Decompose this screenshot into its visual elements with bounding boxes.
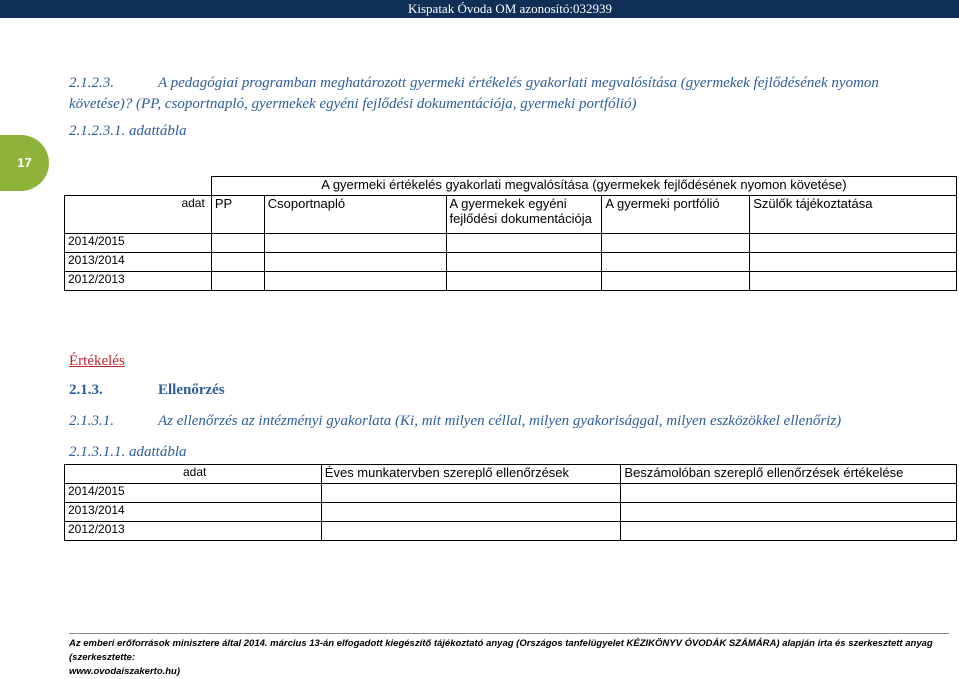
table-cell	[446, 272, 602, 291]
table-row	[65, 503, 957, 522]
section2-subheading	[69, 413, 841, 430]
table2-col-beszamolo: Beszámolóban szereplő ellenőrzések értékelése	[621, 465, 957, 484]
table-cell	[211, 272, 264, 291]
table1-col-csoportnaplo: Csoportnapló	[264, 196, 446, 234]
section2-number: 2.1.3.	[69, 382, 103, 398]
table-cell	[621, 503, 957, 522]
table-cell	[264, 234, 446, 253]
section2-heading	[69, 382, 225, 399]
section2-title: Ellenőrzés	[158, 382, 225, 398]
table1	[64, 176, 957, 291]
section1-number: 2.1.2.3.	[69, 75, 114, 91]
table1-label: 2.1.2.3.1. adattábla	[69, 123, 187, 139]
table-row	[65, 522, 957, 541]
table1-col-szulok: Szülők tájékoztatása	[750, 196, 957, 234]
table-cell	[211, 234, 264, 253]
table2-row-label: 2013/2014	[65, 503, 322, 522]
table1-group-header: A gyermeki értékelés gyakorlati megvalósítása (gyermekek fejlődésének nyomon követése)	[211, 177, 956, 196]
table-cell	[750, 253, 957, 272]
table-cell	[602, 253, 750, 272]
table-cell	[321, 484, 621, 503]
table2-row-label: 2012/2013	[65, 522, 322, 541]
table1-col-pp: PP	[211, 196, 264, 234]
footer-line2: www.ovodaiszakerto.hu)	[69, 666, 181, 677]
footer-line1: Az emberi erőforrások minisztere által 2014. március 13-án elfogadott kiegészítő tájékoztató anyag (Országos tanfelügyelet KÉZIKÖNYV ÓVODÁK SZÁMÁRA) alapján írta és szerkesztett anyag (szerkesztette:	[69, 638, 933, 663]
table-cell	[621, 522, 957, 541]
table-cell	[321, 522, 621, 541]
page-header	[0, 0, 959, 18]
table-cell	[621, 484, 957, 503]
table1-col-egyeni: A gyermekek egyéni fejlődési dokumentációja	[446, 196, 602, 234]
table1-corner	[65, 177, 212, 196]
table2-row-label: 2014/2015	[65, 484, 322, 503]
table-cell	[446, 234, 602, 253]
table1-row-label: 2013/2014	[65, 253, 212, 272]
table-row	[65, 253, 957, 272]
table-cell	[321, 503, 621, 522]
table1-row-label: 2012/2013	[65, 272, 212, 291]
table2-label: 2.1.3.1.1. adattábla	[69, 444, 187, 460]
table2	[64, 464, 957, 541]
table2-col-eves: Éves munkatervben szereplő ellenőrzések	[321, 465, 621, 484]
table-cell	[750, 234, 957, 253]
ertekeles-link[interactable]: Értékelés	[69, 353, 125, 369]
section1-heading	[69, 73, 949, 115]
table-cell	[750, 272, 957, 291]
page-footer	[69, 637, 949, 679]
table-cell	[264, 272, 446, 291]
footer-rule	[69, 633, 949, 634]
header-title: Kispatak Óvoda OM azonosító:032939	[407, 1, 612, 16]
section2-sub-number: 2.1.3.1.	[69, 413, 114, 429]
section1-title-line2: követése)? (PP, csoportnapló, gyermekek egyéni fejlődési dokumentációja, gyermeki portfólió)	[69, 96, 637, 112]
table-cell	[446, 253, 602, 272]
section1-title-line1: A pedagógiai programban meghatározott gyermeki értékelés gyakorlati megvalósítása (gyermekek fejlődésének nyomon	[158, 75, 879, 91]
section2-sub-title: Az ellenőrzés az intézményi gyakorlata (Ki, mit milyen céllal, milyen gyakorisággal, milyen eszközökkel ellenőriz)	[158, 413, 842, 429]
table1-row-label: 2014/2015	[65, 234, 212, 253]
table-cell	[264, 253, 446, 272]
table-cell	[211, 253, 264, 272]
table-cell	[602, 234, 750, 253]
page-number-badge: 17	[0, 135, 49, 191]
table2-col-adat: adat	[65, 465, 322, 484]
table1-col-portfolio: A gyermeki portfólió	[602, 196, 750, 234]
table-row	[65, 234, 957, 253]
table-row	[65, 484, 957, 503]
table1-col-adat: adat	[65, 196, 212, 234]
table-cell	[602, 272, 750, 291]
table-row	[65, 272, 957, 291]
